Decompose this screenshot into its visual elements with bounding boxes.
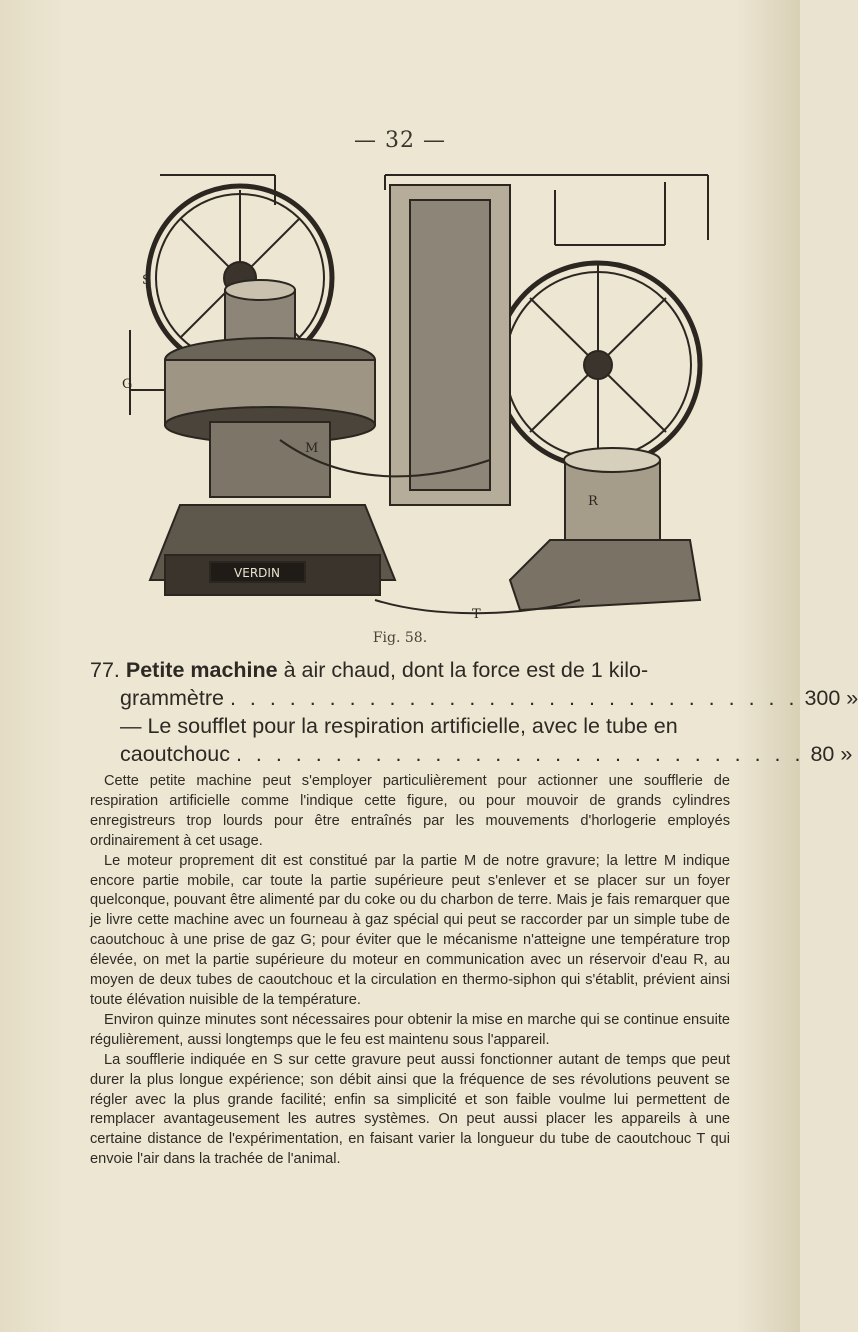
entry-line-3-text: — Le soufflet pour la respiration artificielle, avec le tube en bbox=[120, 714, 678, 738]
page-number: — 32 — bbox=[354, 128, 446, 153]
price-machine: 300 » bbox=[804, 686, 858, 710]
paragraph: Le moteur proprement dit est constitué par la partie M de notre gravure; la lettre M indique encore partie mobile, car toute la partie supérieure peut s'enlever et se placer sur un foyer quelconque, pouvant être alimenté par du coke ou du charbon de terre. Mais je fais remarquer que je livre cette machine avec un fourneau à gaz spécial qui peut se raccorder par un simple tube de caoutchouc à une prise de gaz G; pour éviter que le mécanisme n'atteigne une température trop élevée, on met la partie supérieure du moteur en communication avec un réservoir d'eau R, au moyen de deux tubes de caoutchouc et la circulation en thermo-siphon qui s'établit, prévient ainsi toute élévation nuisible de la température. bbox=[90, 852, 730, 1008]
engraving-figure bbox=[110, 160, 715, 630]
entry-line-4-text: caoutchouc bbox=[120, 742, 230, 766]
entry-line-3 bbox=[90, 712, 730, 740]
paragraph: Cette petite machine peut s'employer particulièrement pour actionner une soufflerie de respiration artificielle comme l'indique cette figure, ou pour mouvoir de grands cylindres enregistreurs trop lourds pour être entraînés par les mouvements d'horlogerie employés ordinairement à cet usage. bbox=[90, 773, 730, 849]
label-g: G bbox=[122, 377, 133, 392]
figure-caption: Fig. 58. bbox=[372, 630, 428, 646]
price-bellows: 80 » bbox=[810, 742, 853, 766]
body-text bbox=[90, 772, 730, 1170]
maker-plate-label: VERDIN bbox=[234, 566, 280, 580]
entry-line-2-text: grammètre bbox=[120, 686, 224, 710]
entry-line-2 bbox=[90, 684, 858, 712]
leader-dots: . . . . . . . . . . . . . . . . . . . . . . . . . . . . . bbox=[235, 742, 805, 766]
entry-title: Petite machine bbox=[125, 658, 278, 682]
label-s: S bbox=[142, 273, 151, 288]
label-t: T bbox=[472, 607, 481, 622]
entry-line-1 bbox=[90, 656, 730, 684]
label-m: M bbox=[305, 441, 319, 456]
paragraph: La soufflerie indiquée en S sur cette gravure peut aussi fonctionner autant de temps que peut durer la plus longue expérience; son débit ainsi que la fréquence de ses révolutions peuvent se régler avec la plus grande facilité; enfin sa simplicité et son faible voulme lui permettent de remplacer avantageusement les autres systèmes. On peut aussi placer les appareils à une certaine distance de l'expérimentation, en faisant varier la longueur du tube de caoutchouc T qui envoie l'air dans la trachée de l'animal. bbox=[90, 1051, 730, 1168]
entry-line-4 bbox=[90, 740, 853, 768]
entry-line-1-rest: à air chaud, dont la force est de 1 kilo- bbox=[283, 658, 649, 682]
leader-dots: . . . . . . . . . . . . . . . . . . . . . . . . . . . . . bbox=[229, 686, 799, 710]
label-r: R bbox=[588, 494, 598, 509]
entry-number: 77. bbox=[90, 658, 120, 682]
paragraph: Environ quinze minutes sont nécessaires pour obtenir la mise en marche qui se continue ensuite régulièrement, aussi longtemps que le feu est maintenu sous l'appareil. bbox=[90, 1011, 730, 1048]
